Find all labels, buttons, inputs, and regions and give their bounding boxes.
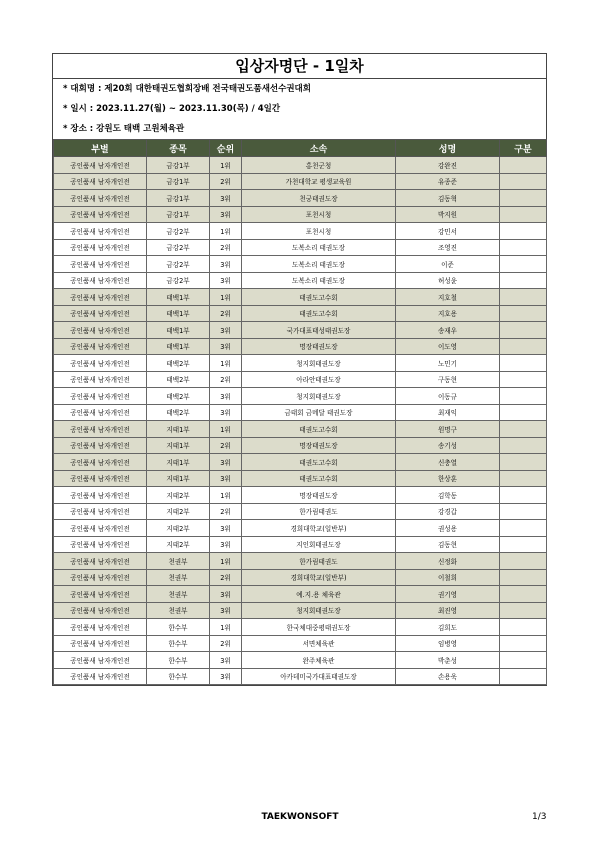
cell-affiliation: 예.지.용 체육관 — [242, 586, 396, 603]
cell-rank: 2위 — [210, 239, 242, 256]
cell-rank: 1위 — [210, 553, 242, 570]
cell-affiliation: 서면체육관 — [242, 635, 396, 652]
cell-rank: 3위 — [210, 404, 242, 421]
cell-name: 강경갑 — [396, 503, 500, 520]
cell-affiliation: 청지회태권도장 — [242, 602, 396, 619]
cell-rank: 3위 — [210, 256, 242, 273]
cell-division: 공인품새 남자개인전 — [54, 190, 147, 207]
cell-division: 공인품새 남자개인전 — [54, 256, 147, 273]
event-dates: * 일시 : 2023.11.27(월) ~ 2023.11.30(목) / 4일간 — [63, 104, 281, 114]
cell-name: 김동현 — [396, 536, 500, 553]
cell-name: 권성용 — [396, 520, 500, 537]
cell-event: 태백2부 — [147, 388, 210, 405]
cell-division: 공인품새 남자개인전 — [54, 553, 147, 570]
cell-rank: 3위 — [210, 668, 242, 685]
cell-rank: 2위 — [210, 437, 242, 454]
cell-affiliation: 금태회 금메달 태권도장 — [242, 404, 396, 421]
cell-name: 원명구 — [396, 421, 500, 438]
cell-category — [500, 569, 547, 586]
cell-event: 천권부 — [147, 569, 210, 586]
table-row — [54, 553, 547, 570]
cell-category — [500, 338, 547, 355]
cell-division: 공인품새 남자개인전 — [54, 454, 147, 471]
table-row — [54, 437, 547, 454]
cell-name: 유종준 — [396, 173, 500, 190]
table-row — [54, 173, 547, 190]
cell-event: 지태2부 — [147, 503, 210, 520]
cell-category — [500, 421, 547, 438]
table-row — [54, 190, 547, 207]
cell-event: 한수부 — [147, 635, 210, 652]
cell-category — [500, 289, 547, 306]
cell-category — [500, 388, 547, 405]
table-row — [54, 338, 547, 355]
cell-division: 공인품새 남자개인전 — [54, 371, 147, 388]
table-row — [54, 569, 547, 586]
table-row — [54, 256, 547, 273]
cell-name: 강완진 — [396, 157, 500, 174]
table-row — [54, 371, 547, 388]
cell-affiliation: 아라안태권도장 — [242, 371, 396, 388]
cell-rank: 2위 — [210, 305, 242, 322]
cell-affiliation: 태권도고수회 — [242, 421, 396, 438]
col-header-name: 성명 — [396, 140, 500, 157]
cell-rank: 2위 — [210, 371, 242, 388]
cell-division: 공인품새 남자개인전 — [54, 520, 147, 537]
cell-division: 공인품새 남자개인전 — [54, 602, 147, 619]
cell-division: 공인품새 남자개인전 — [54, 355, 147, 372]
cell-name: 강민서 — [396, 223, 500, 240]
cell-event: 금강1부 — [147, 190, 210, 207]
table-row — [54, 487, 547, 504]
cell-affiliation: 지인회태권도장 — [242, 536, 396, 553]
cell-rank: 1위 — [210, 223, 242, 240]
cell-affiliation: 명장태권도장 — [242, 338, 396, 355]
table-body — [54, 157, 547, 685]
cell-category — [500, 602, 547, 619]
cell-category — [500, 322, 547, 339]
cell-name: 이준 — [396, 256, 500, 273]
cell-division: 공인품새 남자개인전 — [54, 388, 147, 405]
event-info — [53, 79, 546, 139]
cell-name: 손용욱 — [396, 668, 500, 685]
cell-division: 공인품새 남자개인전 — [54, 536, 147, 553]
cell-rank: 3위 — [210, 388, 242, 405]
table-row — [54, 355, 547, 372]
cell-division: 공인품새 남자개인전 — [54, 635, 147, 652]
cell-event: 지태1부 — [147, 421, 210, 438]
cell-affiliation: 포천시청 — [242, 223, 396, 240]
cell-name: 이동규 — [396, 388, 500, 405]
cell-division: 공인품새 남자개인전 — [54, 437, 147, 454]
cell-category — [500, 223, 547, 240]
cell-name: 박지원 — [396, 206, 500, 223]
cell-rank: 1위 — [210, 157, 242, 174]
cell-affiliation: 경희대학교(일반부) — [242, 520, 396, 537]
cell-name: 지호철 — [396, 289, 500, 306]
cell-category — [500, 668, 547, 685]
cell-rank: 1위 — [210, 487, 242, 504]
cell-category — [500, 404, 547, 421]
cell-event: 지태2부 — [147, 536, 210, 553]
cell-name: 조영진 — [396, 239, 500, 256]
cell-category — [500, 487, 547, 504]
cell-category — [500, 256, 547, 273]
col-header-rank: 순위 — [210, 140, 242, 157]
cell-event: 태백1부 — [147, 322, 210, 339]
cell-event: 천권부 — [147, 553, 210, 570]
cell-division: 공인품새 남자개인전 — [54, 470, 147, 487]
cell-name: 한상훈 — [396, 470, 500, 487]
cell-event: 금강2부 — [147, 256, 210, 273]
cell-event: 금강1부 — [147, 173, 210, 190]
cell-name: 권기영 — [396, 586, 500, 603]
table-row — [54, 602, 547, 619]
table-row — [54, 272, 547, 289]
cell-rank: 1위 — [210, 421, 242, 438]
cell-division: 공인품새 남자개인전 — [54, 421, 147, 438]
cell-affiliation: 경희대학교(일반부) — [242, 569, 396, 586]
table-row — [54, 388, 547, 405]
footer-brand: TAEKWONSOFT — [261, 812, 339, 822]
cell-division: 공인품새 남자개인전 — [54, 652, 147, 669]
cell-name: 이철희 — [396, 569, 500, 586]
page-title: 입상자명단 - 1일차 — [53, 54, 546, 79]
col-header-division: 부별 — [54, 140, 147, 157]
cell-category — [500, 272, 547, 289]
table-row — [54, 421, 547, 438]
table-row — [54, 454, 547, 471]
cell-affiliation: 도복소리 태권도장 — [242, 272, 396, 289]
table-row — [54, 289, 547, 306]
cell-category — [500, 652, 547, 669]
table-row — [54, 668, 547, 685]
cell-event: 금강2부 — [147, 272, 210, 289]
table-row — [54, 223, 547, 240]
cell-category — [500, 635, 547, 652]
cell-event: 금강2부 — [147, 223, 210, 240]
cell-rank: 3위 — [210, 520, 242, 537]
cell-affiliation: 태권도고수회 — [242, 289, 396, 306]
cell-name: 김학동 — [396, 487, 500, 504]
table-row — [54, 157, 547, 174]
cell-name: 박춘성 — [396, 652, 500, 669]
cell-event: 금강1부 — [147, 157, 210, 174]
table-header-row — [54, 140, 547, 157]
cell-name: 김동혁 — [396, 190, 500, 207]
cell-division: 공인품새 남자개인전 — [54, 619, 147, 636]
cell-division: 공인품새 남자개인전 — [54, 487, 147, 504]
cell-division: 공인품새 남자개인전 — [54, 668, 147, 685]
cell-category — [500, 190, 547, 207]
cell-rank: 3위 — [210, 322, 242, 339]
event-name: * 대회명 : 제20회 대한태권도협회장배 전국태권도품새선수권대회 — [63, 84, 311, 94]
cell-affiliation: 도복소리 태권도장 — [242, 239, 396, 256]
event-venue: * 장소 : 강원도 태백 고원체육관 — [63, 124, 185, 134]
cell-division: 공인품새 남자개인전 — [54, 338, 147, 355]
cell-event: 지태2부 — [147, 520, 210, 537]
cell-category — [500, 586, 547, 603]
cell-affiliation: 한가림태권도 — [242, 553, 396, 570]
cell-affiliation: 천궁태권도장 — [242, 190, 396, 207]
cell-event: 지태2부 — [147, 487, 210, 504]
cell-event: 지태1부 — [147, 437, 210, 454]
cell-division: 공인품새 남자개인전 — [54, 569, 147, 586]
cell-rank: 3위 — [210, 586, 242, 603]
cell-rank: 3위 — [210, 602, 242, 619]
cell-rank: 1위 — [210, 289, 242, 306]
cell-name: 최재익 — [396, 404, 500, 421]
cell-event: 금강1부 — [147, 206, 210, 223]
cell-name: 지호용 — [396, 305, 500, 322]
cell-event: 천권부 — [147, 602, 210, 619]
cell-division: 공인품새 남자개인전 — [54, 157, 147, 174]
table-row — [54, 536, 547, 553]
table-row — [54, 503, 547, 520]
cell-category — [500, 437, 547, 454]
cell-event: 태백2부 — [147, 371, 210, 388]
cell-affiliation: 도복소리 태권도장 — [242, 256, 396, 273]
cell-category — [500, 157, 547, 174]
cell-category — [500, 371, 547, 388]
col-header-event: 종목 — [147, 140, 210, 157]
table-row — [54, 586, 547, 603]
cell-affiliation: 아카데미국가대표태권도장 — [242, 668, 396, 685]
cell-division: 공인품새 남자개인전 — [54, 404, 147, 421]
col-header-affiliation: 소속 — [242, 140, 396, 157]
cell-rank: 3위 — [210, 190, 242, 207]
cell-rank: 2위 — [210, 569, 242, 586]
cell-event: 지태1부 — [147, 470, 210, 487]
cell-division: 공인품새 남자개인전 — [54, 239, 147, 256]
cell-rank: 1위 — [210, 619, 242, 636]
cell-affiliation: 홍천군청 — [242, 157, 396, 174]
cell-affiliation: 한국체대중평태권도장 — [242, 619, 396, 636]
cell-event: 금강2부 — [147, 239, 210, 256]
col-header-category: 구분 — [500, 140, 547, 157]
cell-event: 태백2부 — [147, 355, 210, 372]
cell-event: 한수부 — [147, 652, 210, 669]
cell-division: 공인품새 남자개인전 — [54, 223, 147, 240]
cell-name: 임병영 — [396, 635, 500, 652]
cell-rank: 1위 — [210, 355, 242, 372]
cell-name: 노민기 — [396, 355, 500, 372]
results-sheet — [52, 53, 547, 686]
table-row — [54, 305, 547, 322]
cell-rank: 2위 — [210, 503, 242, 520]
cell-name: 신충열 — [396, 454, 500, 471]
cell-event: 한수부 — [147, 668, 210, 685]
cell-name: 구동현 — [396, 371, 500, 388]
cell-affiliation: 포천시청 — [242, 206, 396, 223]
cell-category — [500, 305, 547, 322]
cell-rank: 3위 — [210, 536, 242, 553]
table-row — [54, 206, 547, 223]
table-row — [54, 239, 547, 256]
table-row — [54, 322, 547, 339]
cell-category — [500, 454, 547, 471]
cell-name: 허성윤 — [396, 272, 500, 289]
cell-division: 공인품새 남자개인전 — [54, 272, 147, 289]
cell-division: 공인품새 남자개인전 — [54, 289, 147, 306]
table-row — [54, 652, 547, 669]
cell-affiliation: 청지회태권도장 — [242, 355, 396, 372]
cell-rank: 3위 — [210, 338, 242, 355]
table-row — [54, 470, 547, 487]
cell-category — [500, 355, 547, 372]
cell-rank: 3위 — [210, 652, 242, 669]
cell-event: 천권부 — [147, 586, 210, 603]
winners-table — [53, 139, 547, 685]
cell-category — [500, 619, 547, 636]
cell-category — [500, 503, 547, 520]
cell-division: 공인품새 남자개인전 — [54, 305, 147, 322]
page-number: 1/3 — [532, 812, 547, 822]
cell-affiliation: 태권도고수회 — [242, 454, 396, 471]
cell-name: 송재우 — [396, 322, 500, 339]
cell-category — [500, 553, 547, 570]
cell-name: 최진영 — [396, 602, 500, 619]
cell-division: 공인품새 남자개인전 — [54, 322, 147, 339]
cell-affiliation: 명장태권도장 — [242, 437, 396, 454]
cell-event: 태백2부 — [147, 404, 210, 421]
cell-affiliation: 태권도고수회 — [242, 470, 396, 487]
cell-category — [500, 239, 547, 256]
cell-division: 공인품새 남자개인전 — [54, 586, 147, 603]
cell-rank: 3위 — [210, 470, 242, 487]
cell-affiliation: 국가대표태성태권도장 — [242, 322, 396, 339]
table-row — [54, 635, 547, 652]
cell-affiliation: 완주체육관 — [242, 652, 396, 669]
cell-rank: 3위 — [210, 206, 242, 223]
cell-event: 한수부 — [147, 619, 210, 636]
cell-rank: 3위 — [210, 454, 242, 471]
cell-rank: 2위 — [210, 635, 242, 652]
cell-name: 신정화 — [396, 553, 500, 570]
cell-category — [500, 536, 547, 553]
table-row — [54, 404, 547, 421]
cell-affiliation: 명장태권도장 — [242, 487, 396, 504]
cell-event: 태백1부 — [147, 305, 210, 322]
cell-division: 공인품새 남자개인전 — [54, 503, 147, 520]
cell-category — [500, 173, 547, 190]
cell-event: 태백1부 — [147, 289, 210, 306]
cell-affiliation: 태권도고수회 — [242, 305, 396, 322]
cell-rank: 3위 — [210, 272, 242, 289]
cell-category — [500, 206, 547, 223]
cell-rank: 2위 — [210, 173, 242, 190]
cell-category — [500, 520, 547, 537]
cell-affiliation: 청지회태권도장 — [242, 388, 396, 405]
cell-name: 이도영 — [396, 338, 500, 355]
cell-name: 송기성 — [396, 437, 500, 454]
cell-event: 태백1부 — [147, 338, 210, 355]
table-row — [54, 619, 547, 636]
cell-affiliation: 가천대학교 평생교육원 — [242, 173, 396, 190]
cell-name: 김희도 — [396, 619, 500, 636]
cell-affiliation: 한가림태권도 — [242, 503, 396, 520]
table-row — [54, 520, 547, 537]
cell-event: 지태1부 — [147, 454, 210, 471]
cell-category — [500, 470, 547, 487]
cell-division: 공인품새 남자개인전 — [54, 206, 147, 223]
cell-division: 공인품새 남자개인전 — [54, 173, 147, 190]
